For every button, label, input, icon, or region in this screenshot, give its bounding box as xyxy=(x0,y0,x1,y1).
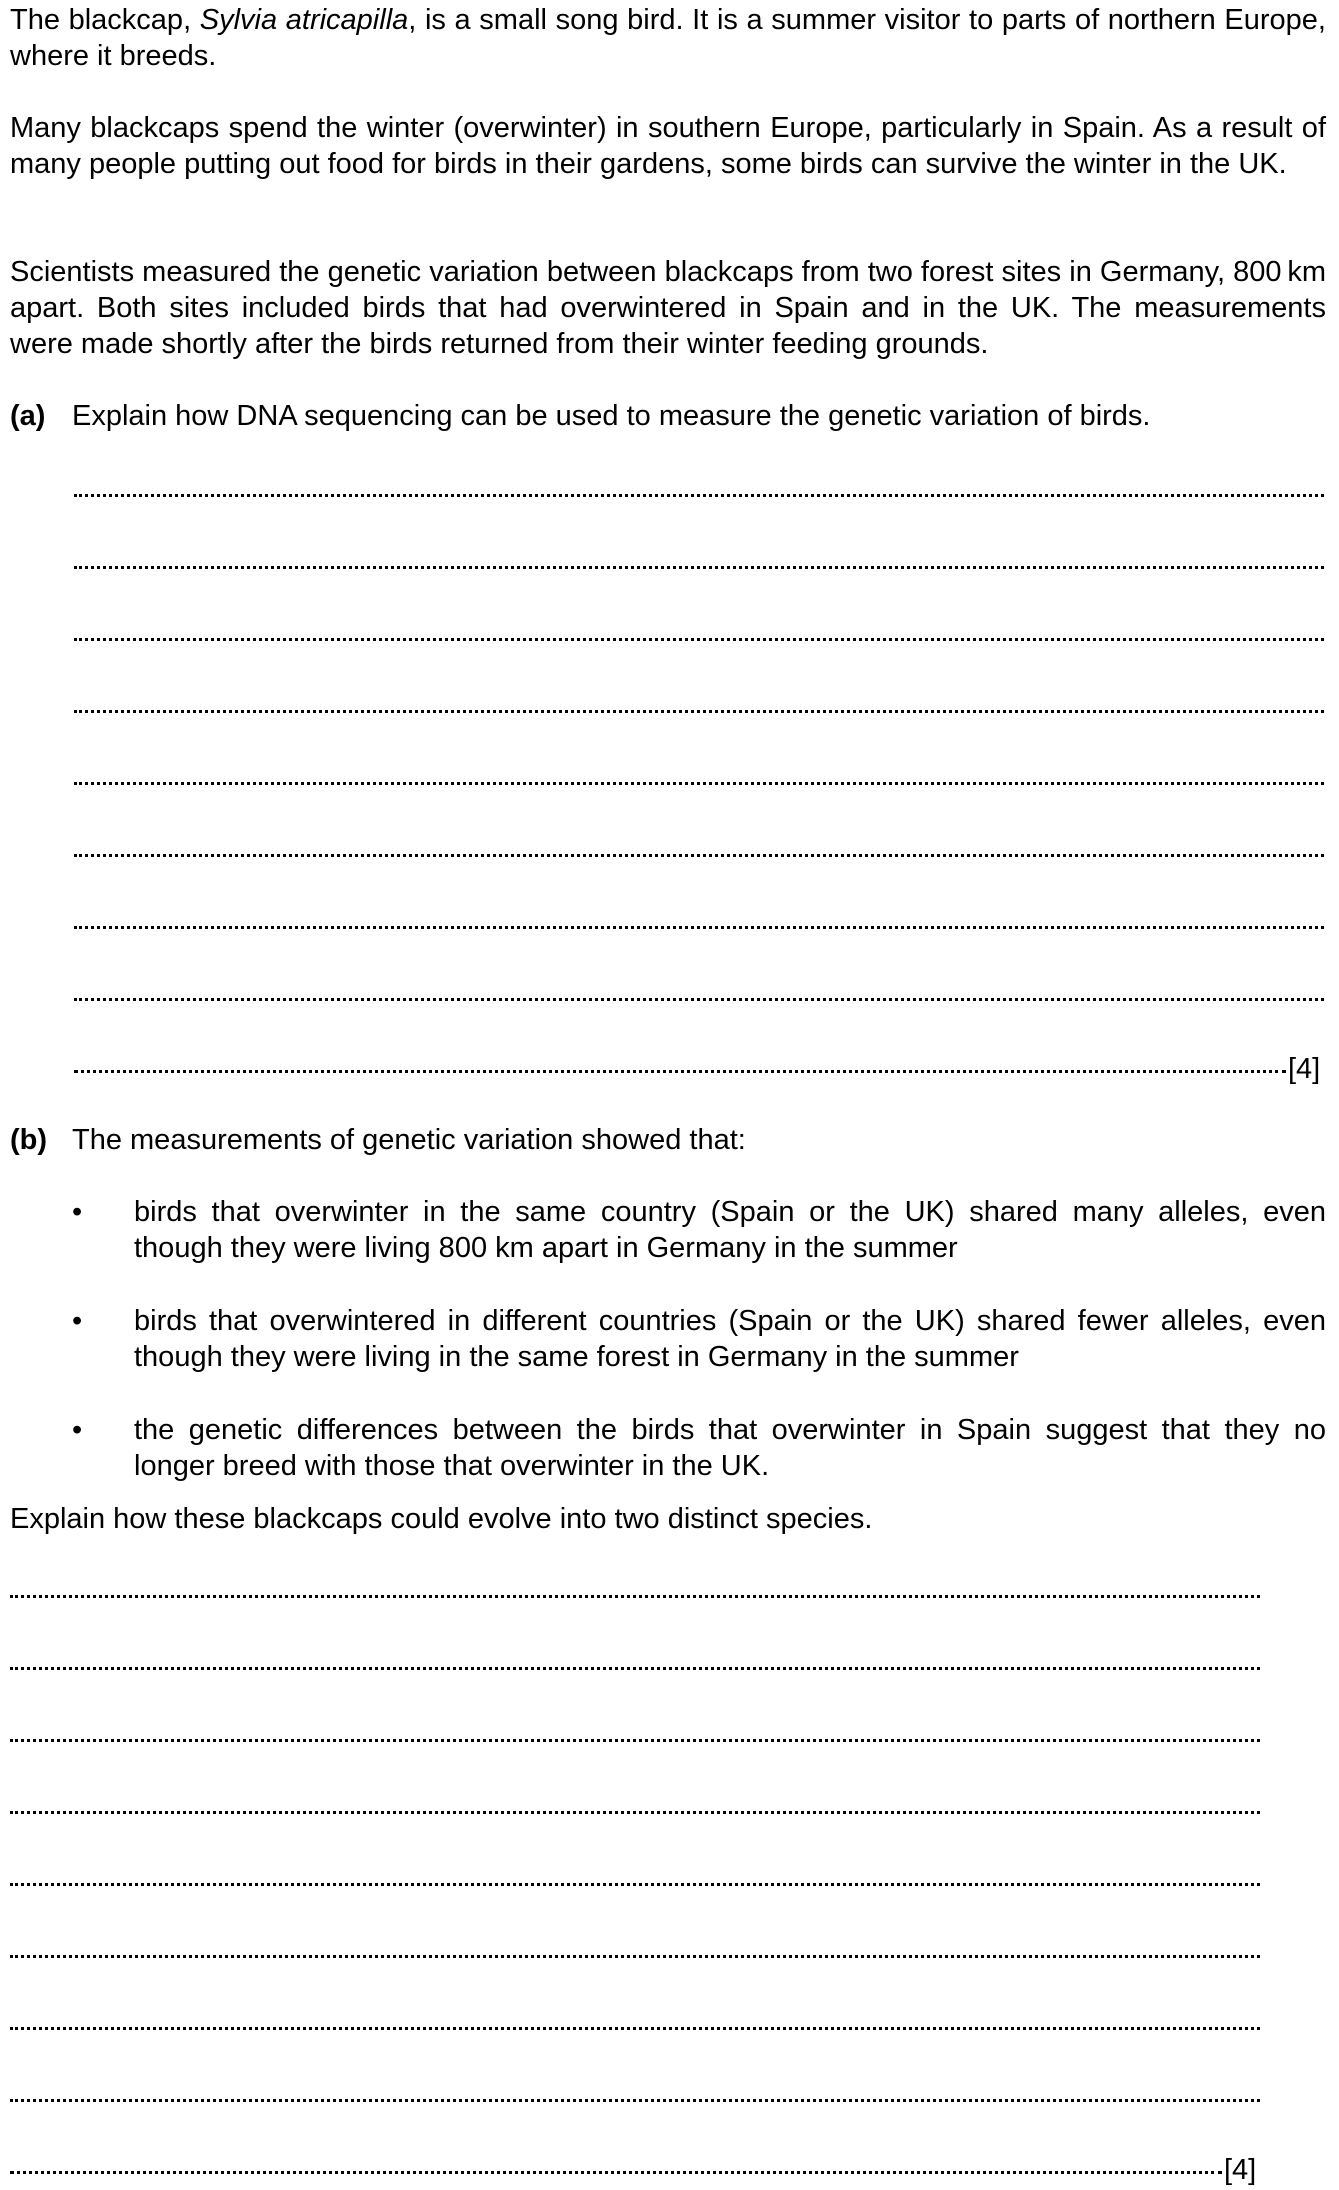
answer-line[interactable] xyxy=(74,926,1324,929)
part-a-label: (a) xyxy=(10,400,46,432)
bullet-icon: • xyxy=(72,1196,83,1228)
bullet-text: the genetic differences between the birds that overwinter in Spain suggest that they no longer breed with those that overwinter in the UK. xyxy=(134,1414,1326,1482)
answer-line[interactable] xyxy=(74,854,1324,857)
answer-line[interactable] xyxy=(74,998,1324,1001)
answer-line[interactable] xyxy=(10,2027,1260,2030)
part-b-intro: The measurements of genetic variation showed that: xyxy=(72,1124,746,1156)
answer-line[interactable] xyxy=(10,1883,1260,1886)
answer-line[interactable] xyxy=(10,2099,1260,2102)
part-a-marks: [4] xyxy=(1288,1053,1321,1085)
answer-line[interactable] xyxy=(74,566,1324,569)
bullet-text: birds that overwintered in different countries (Spain or the UK) shared fewer alleles, even though they were living in the same forest in Germany in the summer xyxy=(134,1305,1326,1373)
answer-line[interactable] xyxy=(10,2171,1222,2174)
bullet-icon: • xyxy=(72,1414,83,1446)
part-b-question: Explain how these blackcaps could evolve into two distinct species. xyxy=(10,1503,873,1535)
answer-line[interactable] xyxy=(10,1955,1260,1958)
intro-p1-after: , is a small song bird. It is a summer visitor to parts of northern Europe, where it breeds. xyxy=(10,4,1326,72)
part-b-marks: [4] xyxy=(1224,2154,1257,2186)
part-b-label: (b) xyxy=(10,1124,48,1156)
intro-paragraph-3: Scientists measured the genetic variation between blackcaps from two forest sites in Germany, 800 km apart. Both sites included birds that had overwintered in Spain and in the UK. The measurements were made shortly after the birds returned from their winter feeding grounds. xyxy=(10,256,1326,360)
answer-line[interactable] xyxy=(10,1595,1260,1598)
answer-line[interactable] xyxy=(74,1070,1286,1073)
intro-paragraph-2: Many blackcaps spend the winter (overwinter) in southern Europe, particularly in Spain. As a result of many people putting out food for birds in their gardens, some birds can survive the winter in the UK. xyxy=(10,112,1326,180)
answer-line[interactable] xyxy=(10,1667,1260,1670)
part-a-question: Explain how DNA sequencing can be used to measure the genetic variation of birds. xyxy=(72,400,1151,432)
answer-line[interactable] xyxy=(10,1739,1260,1742)
bullet-icon: • xyxy=(72,1305,83,1337)
answer-line[interactable] xyxy=(74,638,1324,641)
bullet-text: birds that overwinter in the same country (Spain or the UK) shared many alleles, even though they were living 800 km apart in Germany in the summer xyxy=(134,1196,1326,1264)
answer-line[interactable] xyxy=(74,782,1324,785)
species-name: Sylvia atricapilla xyxy=(199,4,409,36)
answer-line[interactable] xyxy=(74,710,1324,713)
answer-line[interactable] xyxy=(10,1811,1260,1814)
intro-paragraph-1 xyxy=(10,2,1326,74)
answer-line[interactable] xyxy=(74,494,1324,497)
intro-p1-before: The blackcap, xyxy=(10,4,200,36)
